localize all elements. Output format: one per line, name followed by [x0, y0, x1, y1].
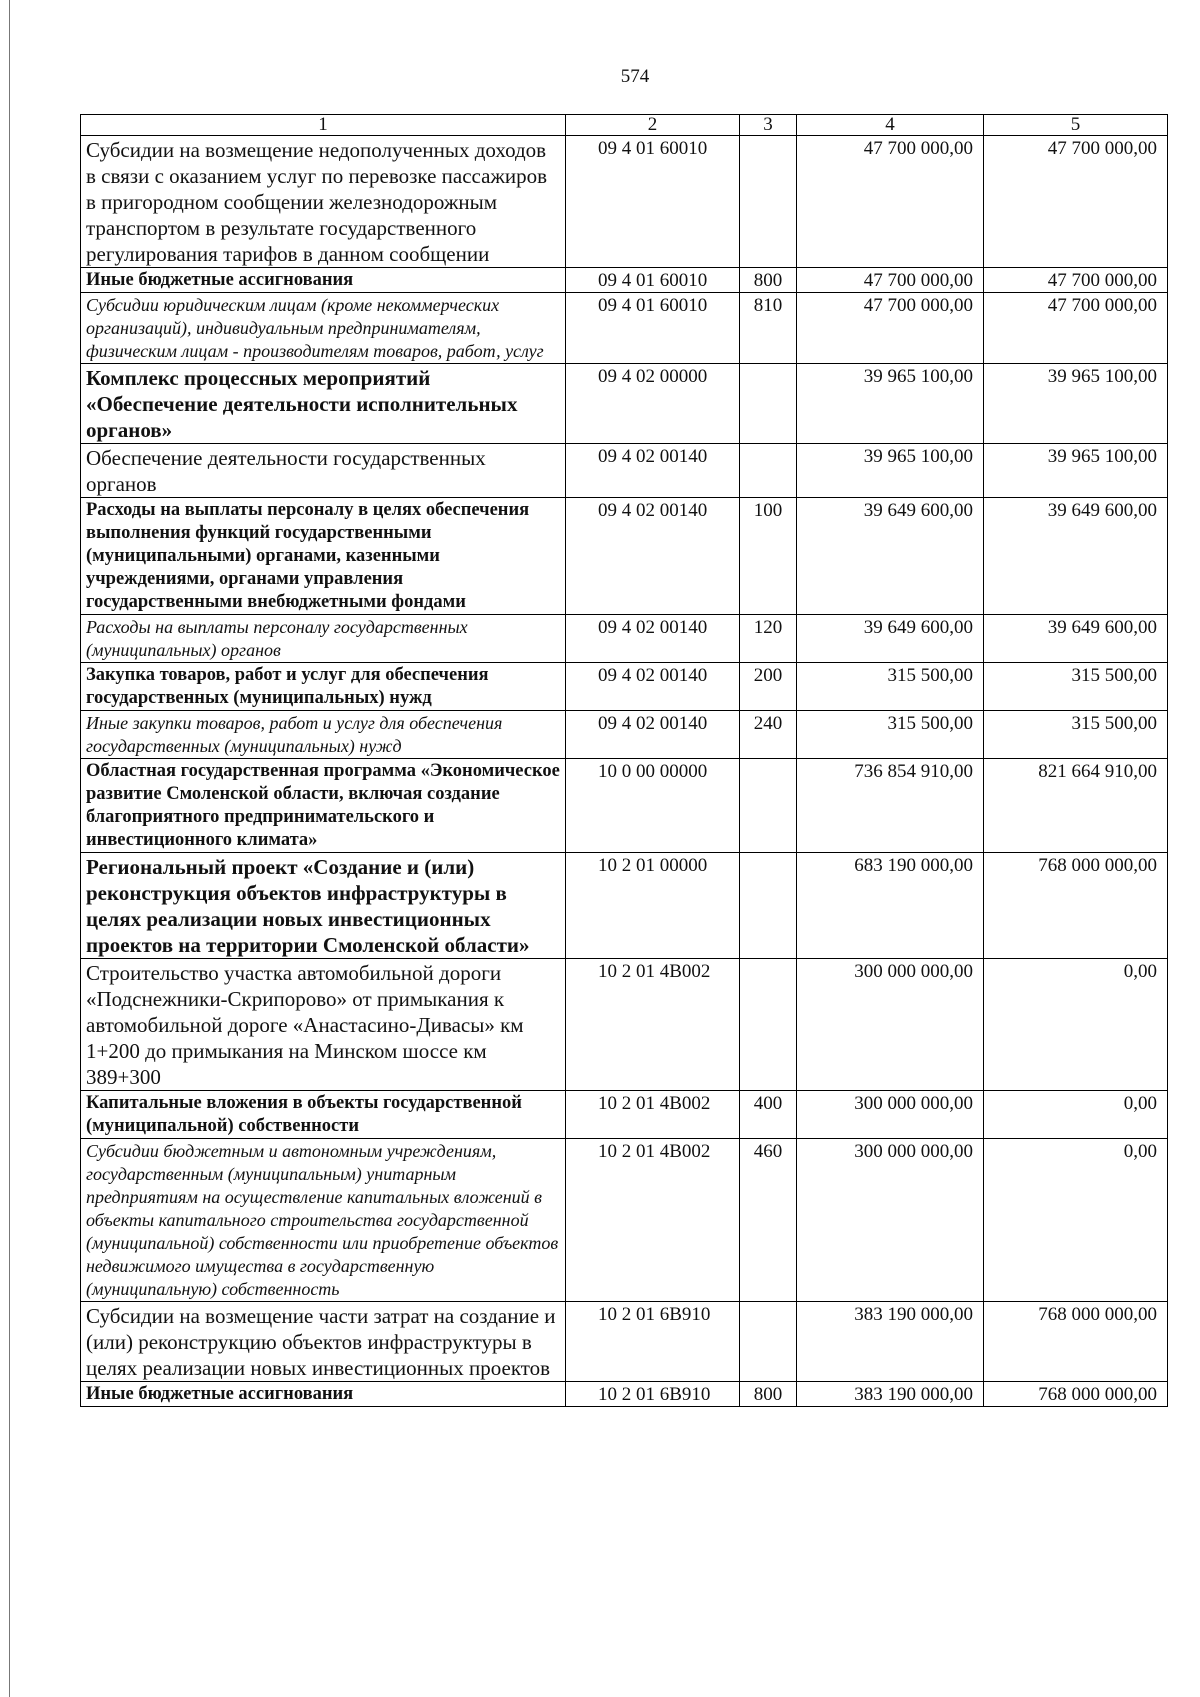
table-row — [81, 711, 1168, 759]
row-target-code: 10 2 01 00000 — [566, 853, 740, 959]
row-target-code: 09 4 02 00140 — [566, 444, 740, 498]
row-target-code: 10 2 01 6В910 — [566, 1382, 740, 1407]
row-amount-col4: 300 000 000,00 — [797, 1139, 984, 1302]
row-target-code: 10 2 01 4В002 — [566, 959, 740, 1091]
row-amount-col4: 39 965 100,00 — [797, 364, 984, 444]
table-row — [81, 444, 1168, 498]
header-col-5: 5 — [984, 115, 1168, 136]
table-row — [81, 364, 1168, 444]
row-amount-col5: 768 000 000,00 — [984, 1382, 1168, 1407]
row-target-code: 09 4 02 00140 — [566, 711, 740, 759]
row-name: Расходы на выплаты персоналу государственных (муниципальных) органов — [81, 615, 566, 663]
table-row — [81, 759, 1168, 853]
header-col-3: 3 — [740, 115, 797, 136]
row-expense-type: 240 — [740, 711, 797, 759]
row-amount-col4: 315 500,00 — [797, 711, 984, 759]
row-expense-type — [740, 759, 797, 853]
row-target-code: 10 2 01 4В002 — [566, 1091, 740, 1139]
row-amount-col5: 39 965 100,00 — [984, 444, 1168, 498]
row-amount-col4: 383 190 000,00 — [797, 1382, 984, 1407]
row-name: Иные закупки товаров, работ и услуг для обеспечения государственных (муниципальных) нужд — [81, 711, 566, 759]
row-expense-type — [740, 364, 797, 444]
header-row — [81, 115, 1168, 136]
table-row — [81, 853, 1168, 959]
row-amount-col5: 47 700 000,00 — [984, 293, 1168, 364]
row-amount-col5: 39 649 600,00 — [984, 498, 1168, 615]
row-expense-type — [740, 1302, 797, 1382]
row-name: Региональный проект «Создание и (или) реконструкция объектов инфраструктуры в целях реализации новых инвестиционных проектов на территории Смоленской области» — [81, 853, 566, 959]
row-expense-type: 800 — [740, 1382, 797, 1407]
row-name: Субсидии юридическим лицам (кроме некоммерческих организаций), индивидуальным предпринимателям, физическим лицам - производителям товаров, работ, услуг — [81, 293, 566, 364]
row-amount-col4: 383 190 000,00 — [797, 1302, 984, 1382]
row-expense-type — [740, 853, 797, 959]
table-body — [81, 136, 1168, 1407]
page-number: 574 — [620, 66, 650, 87]
row-target-code: 09 4 01 60010 — [566, 136, 740, 268]
row-name: Закупка товаров, работ и услуг для обеспечения государственных (муниципальных) нужд — [81, 663, 566, 711]
row-amount-col5: 0,00 — [984, 1091, 1168, 1139]
row-amount-col5: 0,00 — [984, 959, 1168, 1091]
budget-table — [80, 114, 1168, 1407]
row-target-code: 09 4 01 60010 — [566, 268, 740, 293]
row-amount-col4: 300 000 000,00 — [797, 959, 984, 1091]
row-amount-col5: 315 500,00 — [984, 711, 1168, 759]
row-amount-col5: 821 664 910,00 — [984, 759, 1168, 853]
row-amount-col4: 736 854 910,00 — [797, 759, 984, 853]
row-target-code: 09 4 01 60010 — [566, 293, 740, 364]
row-amount-col5: 39 649 600,00 — [984, 615, 1168, 663]
row-target-code: 10 2 01 4В002 — [566, 1139, 740, 1302]
row-expense-type — [740, 136, 797, 268]
row-name: Расходы на выплаты персоналу в целях обеспечения выполнения функций государственными (муниципальными) органами, казенными учреждениями, органами управления государственными внебюджетными фондами — [81, 498, 566, 615]
row-expense-type — [740, 959, 797, 1091]
row-name: Субсидии на возмещение части затрат на создание и (или) реконструкцию объектов инфраструктуры в целях реализации новых инвестиционных проектов — [81, 1302, 566, 1382]
row-expense-type: 460 — [740, 1139, 797, 1302]
row-amount-col5: 0,00 — [984, 1139, 1168, 1302]
table-row — [81, 136, 1168, 268]
row-amount-col5: 768 000 000,00 — [984, 1302, 1168, 1382]
row-target-code: 09 4 02 00140 — [566, 663, 740, 711]
table-row — [81, 1091, 1168, 1139]
row-amount-col4: 39 965 100,00 — [797, 444, 984, 498]
row-expense-type: 100 — [740, 498, 797, 615]
row-expense-type: 810 — [740, 293, 797, 364]
table-row — [81, 1382, 1168, 1407]
row-name: Субсидии бюджетным и автономным учреждениям, государственным (муниципальным) унитарным предприятиям на осуществление капитальных вложений в объекты капитального строительства государственной (муниципальной) собственности или приобретение объектов недвижимого имущества в государственную (муниципальную) собственность — [81, 1139, 566, 1302]
row-name: Субсидии на возмещение недополученных доходов в связи с оказанием услуг по перевозке пассажиров в пригородном сообщении железнодорожным транспортом в результате государственного регулирования тарифов в данном сообщении — [81, 136, 566, 268]
row-amount-col4: 47 700 000,00 — [797, 268, 984, 293]
row-name: Иные бюджетные ассигнования — [81, 1382, 566, 1407]
scan-left-edge — [9, 0, 10, 1697]
row-amount-col5: 39 965 100,00 — [984, 364, 1168, 444]
row-target-code: 09 4 02 00140 — [566, 615, 740, 663]
table-row — [81, 615, 1168, 663]
row-target-code: 09 4 02 00000 — [566, 364, 740, 444]
row-amount-col5: 768 000 000,00 — [984, 853, 1168, 959]
row-amount-col4: 300 000 000,00 — [797, 1091, 984, 1139]
header-col-4: 4 — [797, 115, 984, 136]
row-amount-col5: 47 700 000,00 — [984, 136, 1168, 268]
table-row — [81, 293, 1168, 364]
row-target-code: 09 4 02 00140 — [566, 498, 740, 615]
row-amount-col4: 315 500,00 — [797, 663, 984, 711]
row-expense-type — [740, 444, 797, 498]
row-expense-type: 400 — [740, 1091, 797, 1139]
row-expense-type: 800 — [740, 268, 797, 293]
table-row — [81, 498, 1168, 615]
table-row — [81, 268, 1168, 293]
row-amount-col5: 47 700 000,00 — [984, 268, 1168, 293]
table-row — [81, 1302, 1168, 1382]
row-name: Областная государственная программа «Экономическое развитие Смоленской области, включая создание благоприятного предпринимательского и инвестиционного климата» — [81, 759, 566, 853]
header-col-2: 2 — [566, 115, 740, 136]
row-name: Обеспечение деятельности государственных органов — [81, 444, 566, 498]
row-amount-col4: 47 700 000,00 — [797, 136, 984, 268]
row-amount-col4: 683 190 000,00 — [797, 853, 984, 959]
row-amount-col4: 39 649 600,00 — [797, 615, 984, 663]
row-amount-col4: 39 649 600,00 — [797, 498, 984, 615]
table-row — [81, 1139, 1168, 1302]
row-amount-col4: 47 700 000,00 — [797, 293, 984, 364]
row-target-code: 10 2 01 6В910 — [566, 1302, 740, 1382]
row-expense-type: 120 — [740, 615, 797, 663]
table-row — [81, 663, 1168, 711]
row-target-code: 10 0 00 00000 — [566, 759, 740, 853]
row-name: Капитальные вложения в объекты государственной (муниципальной) собственности — [81, 1091, 566, 1139]
table-row — [81, 959, 1168, 1091]
row-expense-type: 200 — [740, 663, 797, 711]
row-name: Строительство участка автомобильной дороги «Подснежники-Скрипорово» от примыкания к автомобильной дороге «Анастасино-Дивасы» км 1+200 до примыкания на Минском шоссе км 389+300 — [81, 959, 566, 1091]
row-amount-col5: 315 500,00 — [984, 663, 1168, 711]
header-col-1: 1 — [81, 115, 566, 136]
row-name: Комплекс процессных мероприятий «Обеспечение деятельности исполнительных органов» — [81, 364, 566, 444]
row-name: Иные бюджетные ассигнования — [81, 268, 566, 293]
